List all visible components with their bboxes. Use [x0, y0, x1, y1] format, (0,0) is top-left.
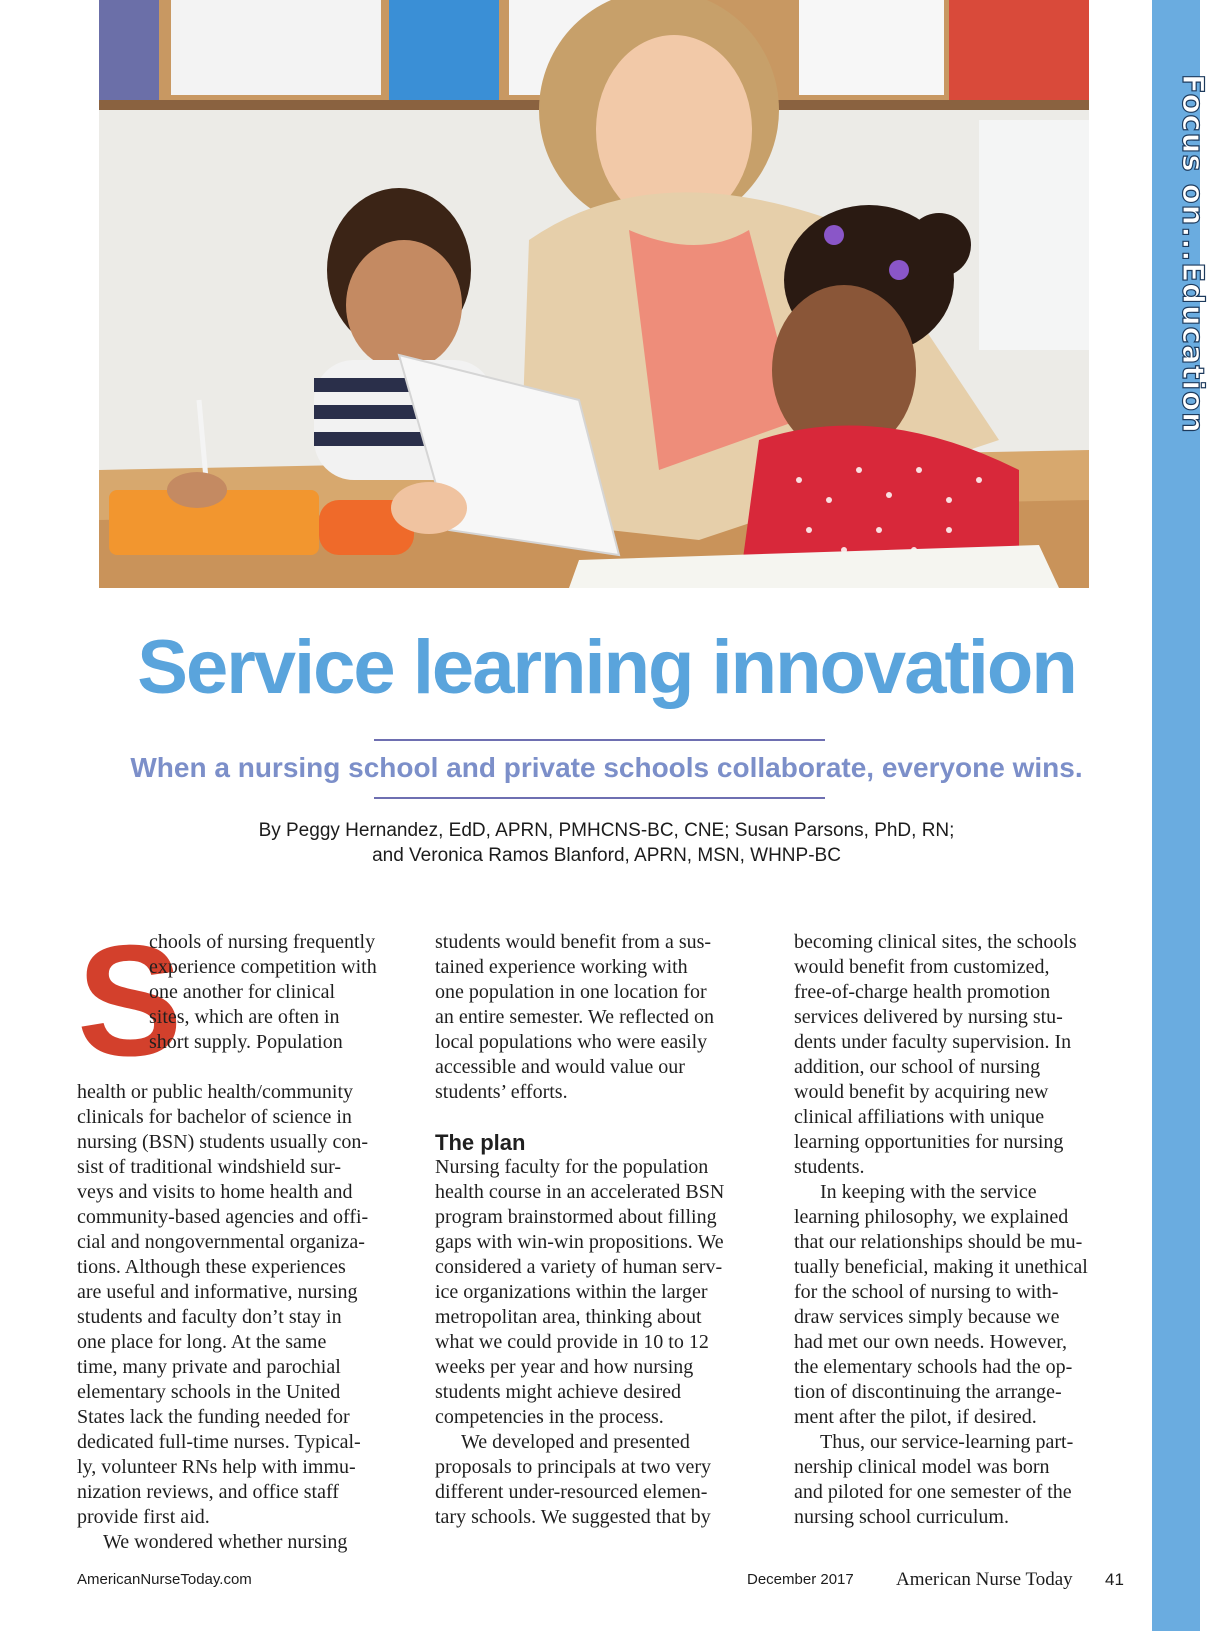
text-line: cial and nongovernmental organiza-: [77, 1231, 365, 1253]
text-line: health course in an accelerated BSN: [435, 1181, 725, 1203]
paragraph: [794, 1430, 1120, 1530]
paragraph: [77, 1080, 403, 1530]
section-label: Focus on...Education: [1176, 74, 1210, 434]
text-line: experience competition with: [149, 956, 377, 978]
byline: [99, 818, 1114, 868]
deck-rule-bottom: [374, 797, 825, 799]
text-line: clinical affiliations with unique: [794, 1106, 1045, 1128]
text-line: free-of-charge health promotion: [794, 981, 1051, 1003]
text-line: weeks per year and how nursing: [435, 1356, 694, 1378]
text-line: sites, which are often in: [149, 1006, 340, 1028]
text-line: students.: [794, 1156, 865, 1178]
text-line: learning opportunities for nursing: [794, 1131, 1064, 1153]
text-line: are useful and informative, nursing: [77, 1281, 358, 1303]
text-line: We wondered whether nursing: [103, 1531, 348, 1553]
text-line: what we could provide in 10 to 12: [435, 1331, 709, 1353]
text-line: that our relationships should be mu-: [794, 1231, 1083, 1253]
text-line: metropolitan area, thinking about: [435, 1306, 702, 1328]
page-number: 41: [1105, 1570, 1124, 1589]
text-line: ly, volunteer RNs help with immu-: [77, 1456, 356, 1478]
text-line: and piloted for one semester of the: [794, 1481, 1072, 1503]
paragraph: [794, 1180, 1120, 1430]
text-line: had met our own needs. However,: [794, 1331, 1068, 1353]
text-line: different under-resourced elemen-: [435, 1481, 708, 1503]
text-line: dedicated full-time nurses. Typical-: [77, 1431, 361, 1453]
article-column-3: [794, 930, 1120, 1530]
text-line: short supply. Population: [149, 1031, 343, 1053]
text-line: tary schools. We suggested that by: [435, 1506, 711, 1528]
dropcap: S: [77, 913, 183, 1089]
text-line: States lack the funding needed for: [77, 1406, 350, 1428]
paragraph: [435, 1155, 761, 1430]
text-line: students’ efforts.: [435, 1081, 568, 1103]
text-line: an entire semester. We reflected on: [435, 1006, 715, 1028]
text-line: veys and visits to home health and: [77, 1181, 353, 1203]
footer-date: December 2017: [747, 1571, 854, 1588]
text-line: nursing school curriculum.: [794, 1506, 1009, 1528]
text-line: proposals to principals at two very: [435, 1456, 712, 1478]
text-line: community-based agencies and offi-: [77, 1206, 369, 1228]
text-line: one another for clinical: [149, 981, 336, 1003]
paragraph: [77, 1530, 403, 1555]
text-line: competencies in the process.: [435, 1406, 664, 1428]
text-line: students might achieve desired: [435, 1381, 682, 1403]
paragraph: [435, 1430, 761, 1530]
text-line: would benefit by acquiring new: [794, 1081, 1049, 1103]
text-line: the elementary schools had the op-: [794, 1356, 1073, 1378]
text-line: services delivered by nursing stu-: [794, 1006, 1063, 1028]
article-column-2: [435, 930, 761, 1530]
text-line: ment after the pilot, if desired.: [794, 1406, 1037, 1428]
text-line: local populations who were easily: [435, 1031, 708, 1053]
text-line: provide first aid.: [77, 1506, 210, 1528]
text-line: In keeping with the service: [820, 1181, 1037, 1203]
paragraph: [794, 930, 1120, 1180]
hero-photo: [99, 0, 1089, 588]
dropcap-lines: [149, 930, 377, 1055]
text-line: would benefit from customized,: [794, 956, 1050, 978]
text-line: Thus, our service-learning part-: [820, 1431, 1074, 1453]
text-line: time, many private and parochial: [77, 1356, 341, 1378]
text-line: addition, our school of nursing: [794, 1056, 1041, 1078]
text-line: for the school of nursing to with-: [794, 1281, 1059, 1303]
footer-magazine-name: American Nurse Today: [896, 1569, 1073, 1590]
text-line: draw services simply because we: [794, 1306, 1060, 1328]
text-line: gaps with win-win propositions. We: [435, 1231, 724, 1253]
text-line: tually beneficial, making it unethical: [794, 1256, 1088, 1278]
deck: When a nursing school and private schools collaborate, everyone wins.: [130, 752, 1083, 783]
text-line: accessible and would value our: [435, 1056, 685, 1078]
text-line: sist of traditional windshield sur-: [77, 1156, 342, 1178]
text-line: We developed and presented: [461, 1431, 690, 1453]
text-line: health or public health/community: [77, 1081, 354, 1103]
text-line: Nursing faculty for the population: [435, 1156, 709, 1178]
section-subhead: The plan: [435, 1130, 526, 1155]
text-line: students and faculty don’t stay in: [77, 1306, 342, 1328]
text-line: becoming clinical sites, the schools: [794, 931, 1077, 953]
text-line: nursing (BSN) students usually con-: [77, 1131, 369, 1153]
text-line: nership clinical model was born: [794, 1456, 1050, 1478]
text-line: students would benefit from a sus-: [435, 931, 712, 953]
headline: Service learning innovation: [137, 625, 1076, 710]
text-line: dents under faculty supervision. In: [794, 1031, 1072, 1053]
text-line: program brainstormed about filling: [435, 1206, 717, 1228]
footer-website: AmericanNurseToday.com: [77, 1571, 252, 1588]
text-line: learning philosophy, we explained: [794, 1206, 1069, 1228]
deck-rule-top: [374, 739, 825, 741]
paragraph: [435, 930, 761, 1105]
text-line: elementary schools in the United: [77, 1381, 341, 1403]
text-line: clinicals for bachelor of science in: [77, 1106, 352, 1128]
article-column-1: [77, 913, 403, 1555]
text-line: tion of discontinuing the arrange-: [794, 1381, 1062, 1403]
text-line: considered a variety of human serv-: [435, 1256, 723, 1278]
text-line: tions. Although these experiences: [77, 1256, 346, 1278]
byline-line: By Peggy Hernandez, EdD, APRN, PMHCNS-BC, CNE; Susan Parsons, PhD, RN;: [258, 820, 955, 841]
text-line: nization reviews, and office staff: [77, 1481, 339, 1503]
text-line: one population in one location for: [435, 981, 707, 1003]
text-line: ice organizations within the larger: [435, 1281, 708, 1303]
text-line: one place for long. At the same: [77, 1331, 327, 1353]
byline-line: and Veronica Ramos Blanford, APRN, MSN, WHNP-BC: [372, 845, 841, 866]
dropcap-block: [77, 913, 403, 1089]
text-line: tained experience working with: [435, 956, 688, 978]
text-line: chools of nursing frequently: [149, 931, 376, 953]
